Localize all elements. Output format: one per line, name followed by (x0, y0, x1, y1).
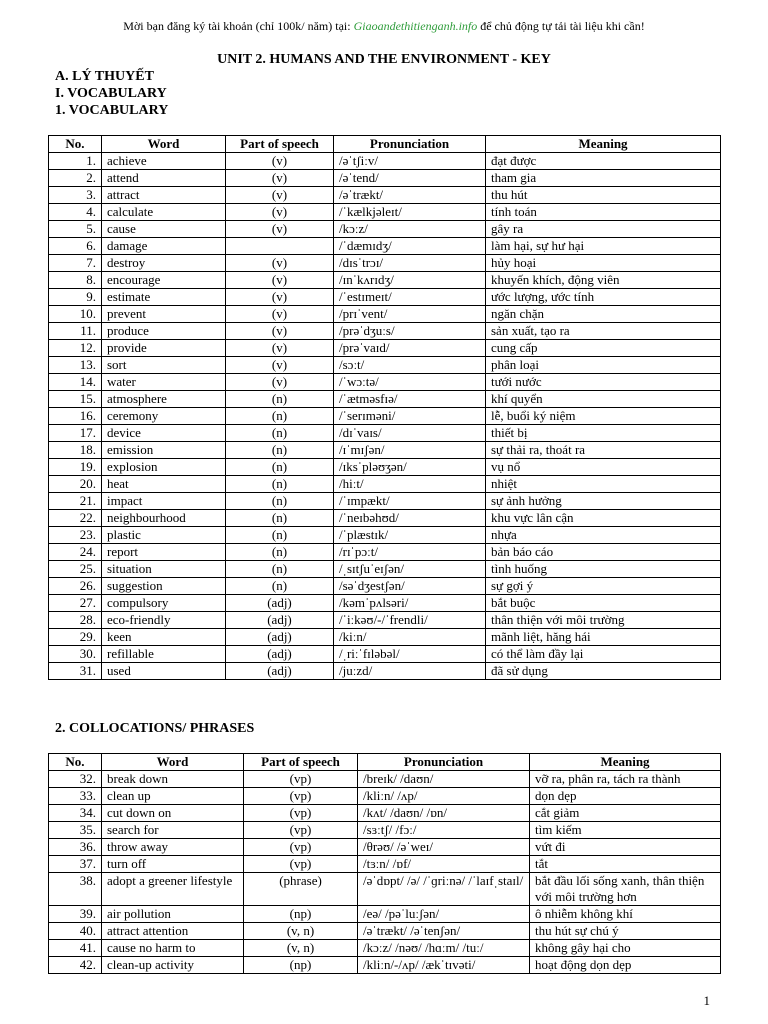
cell-pronunciation: /ˈneɪbəhʊd/ (334, 510, 486, 527)
cell-meaning: lễ, buổi ký niệm (486, 408, 721, 425)
cell-meaning: đã sử dụng (486, 663, 721, 680)
cell-word: impact (102, 493, 226, 510)
vocabulary-table (48, 135, 721, 680)
cell-word: suggestion (102, 578, 226, 595)
cell-part-of-speech: (v) (226, 374, 334, 391)
promo-banner (0, 18, 768, 34)
cell-no: 41. (49, 940, 102, 957)
cell-meaning: tìm kiếm (530, 822, 721, 839)
cell-meaning: đạt được (486, 153, 721, 170)
cell-no: 6. (49, 238, 102, 255)
cell-meaning: tính toán (486, 204, 721, 221)
cell-part-of-speech: (n) (226, 442, 334, 459)
cell-pronunciation: /kliːn/-/ʌp/ /ækˈtɪvəti/ (358, 957, 530, 974)
cell-word: turn off (102, 856, 244, 873)
cell-no: 32. (49, 771, 102, 788)
cell-meaning: vứt đi (530, 839, 721, 856)
cell-word: refillable (102, 646, 226, 663)
table-row (49, 408, 721, 425)
cell-pronunciation: /rɪˈpɔːt/ (334, 544, 486, 561)
cell-no: 7. (49, 255, 102, 272)
col-header-meaning: Meaning (486, 136, 721, 153)
cell-pronunciation: /kəmˈpʌlsəri/ (334, 595, 486, 612)
cell-pronunciation: /prɪˈvent/ (334, 306, 486, 323)
cell-no: 31. (49, 663, 102, 680)
cell-word: report (102, 544, 226, 561)
cell-meaning: không gây hại cho (530, 940, 721, 957)
cell-pronunciation: /ˈiːkəʊ/-/ˈfrendli/ (334, 612, 486, 629)
cell-pronunciation: /əˈtʃiːv/ (334, 153, 486, 170)
cell-no: 24. (49, 544, 102, 561)
table-row (49, 391, 721, 408)
cell-meaning: sự thải ra, thoát ra (486, 442, 721, 459)
cell-part-of-speech: (adj) (226, 612, 334, 629)
cell-meaning: tưới nước (486, 374, 721, 391)
cell-no: 13. (49, 357, 102, 374)
cell-pronunciation: /ˈɪmpækt/ (334, 493, 486, 510)
cell-part-of-speech: (v) (226, 187, 334, 204)
table-row (49, 306, 721, 323)
cell-pronunciation: /əˈtrækt/ /əˈtenʃən/ (358, 923, 530, 940)
cell-no: 14. (49, 374, 102, 391)
cell-no: 22. (49, 510, 102, 527)
cell-pronunciation: /ˌsɪtʃuˈeɪʃən/ (334, 561, 486, 578)
cell-no: 37. (49, 856, 102, 873)
cell-part-of-speech: (n) (226, 561, 334, 578)
table-row (49, 238, 721, 255)
cell-part-of-speech: (v) (226, 340, 334, 357)
table-row (49, 476, 721, 493)
cell-no: 15. (49, 391, 102, 408)
cell-word: eco-friendly (102, 612, 226, 629)
cell-word: explosion (102, 459, 226, 476)
col-header-no: No. (49, 136, 102, 153)
cell-meaning: gây ra (486, 221, 721, 238)
cell-word: clean-up activity (102, 957, 244, 974)
table-row (49, 771, 721, 788)
cell-pronunciation: /θrəʊ/ /əˈweɪ/ (358, 839, 530, 856)
table-row (49, 856, 721, 873)
cell-no: 17. (49, 425, 102, 442)
cell-word: compulsory (102, 595, 226, 612)
cell-part-of-speech: (vp) (244, 771, 358, 788)
table-row (49, 839, 721, 856)
cell-no: 33. (49, 788, 102, 805)
cell-no: 2. (49, 170, 102, 187)
cell-no: 4. (49, 204, 102, 221)
cell-part-of-speech: (v) (226, 170, 334, 187)
cell-meaning: hoạt động dọn dẹp (530, 957, 721, 974)
table-row (49, 923, 721, 940)
cell-no: 27. (49, 595, 102, 612)
cell-no: 3. (49, 187, 102, 204)
cell-meaning: tình huống (486, 561, 721, 578)
cell-pronunciation: /eə/ /pəˈluːʃən/ (358, 906, 530, 923)
cell-meaning: sự gợi ý (486, 578, 721, 595)
cell-word: cause (102, 221, 226, 238)
cell-word: heat (102, 476, 226, 493)
cell-no: 5. (49, 221, 102, 238)
cell-meaning: hủy hoại (486, 255, 721, 272)
cell-part-of-speech: (n) (226, 391, 334, 408)
cell-part-of-speech: (v) (226, 255, 334, 272)
cell-word: attract attention (102, 923, 244, 940)
col-header-part-of-speech: Part of speech (226, 136, 334, 153)
cell-part-of-speech: (adj) (226, 595, 334, 612)
cell-part-of-speech: (n) (226, 578, 334, 595)
cell-meaning: thiết bị (486, 425, 721, 442)
table-row (49, 805, 721, 822)
cell-part-of-speech: (adj) (226, 646, 334, 663)
cell-part-of-speech: (v, n) (244, 940, 358, 957)
cell-meaning: khuyến khích, động viên (486, 272, 721, 289)
cell-word: atmosphere (102, 391, 226, 408)
cell-word: adopt a greener lifestyle (102, 873, 244, 906)
table-row (49, 578, 721, 595)
cell-pronunciation: /ˈkælkjəleɪt/ (334, 204, 486, 221)
cell-word: search for (102, 822, 244, 839)
cell-meaning: ước lượng, ước tính (486, 289, 721, 306)
cell-pronunciation: /dɪsˈtrɔɪ/ (334, 255, 486, 272)
collocations-header-row (49, 754, 721, 771)
cell-word: destroy (102, 255, 226, 272)
heading-vocabulary-list: 1. VOCABULARY (55, 103, 169, 118)
cell-pronunciation: /səˈdʒestʃən/ (334, 578, 486, 595)
cell-meaning: thu hút (486, 187, 721, 204)
vocabulary-header-row (49, 136, 721, 153)
table-row (49, 204, 721, 221)
cell-meaning: ô nhiễm không khí (530, 906, 721, 923)
cell-word: cause no harm to (102, 940, 244, 957)
table-row (49, 493, 721, 510)
table-row (49, 459, 721, 476)
cell-pronunciation: /breɪk/ /daʊn/ (358, 771, 530, 788)
cell-meaning: dọn dẹp (530, 788, 721, 805)
cell-part-of-speech: (n) (226, 510, 334, 527)
cell-word: water (102, 374, 226, 391)
cell-part-of-speech: (v, n) (244, 923, 358, 940)
cell-pronunciation: /prəˈdʒuːs/ (334, 323, 486, 340)
cell-no: 21. (49, 493, 102, 510)
cell-pronunciation: /sɔːt/ (334, 357, 486, 374)
cell-no: 39. (49, 906, 102, 923)
cell-word: attract (102, 187, 226, 204)
cell-word: cut down on (102, 805, 244, 822)
cell-pronunciation: /dɪˈvaɪs/ (334, 425, 486, 442)
cell-word: break down (102, 771, 244, 788)
cell-no: 18. (49, 442, 102, 459)
table-row (49, 940, 721, 957)
cell-pronunciation: /ˈwɔːtə/ (334, 374, 486, 391)
table-row (49, 187, 721, 204)
collocations-table (48, 753, 721, 974)
cell-part-of-speech: (v) (226, 153, 334, 170)
cell-pronunciation: /əˈtend/ (334, 170, 486, 187)
cell-no: 38. (49, 873, 102, 906)
cell-part-of-speech: (n) (226, 425, 334, 442)
cell-meaning: ngăn chặn (486, 306, 721, 323)
table-row (49, 629, 721, 646)
table-row (49, 510, 721, 527)
collocations-table-body (49, 771, 721, 974)
heading-collocations: 2. COLLOCATIONS/ PHRASES (55, 721, 255, 736)
table-row (49, 612, 721, 629)
table-row (49, 595, 721, 612)
cell-meaning: mãnh liệt, hăng hái (486, 629, 721, 646)
table-row (49, 957, 721, 974)
cell-pronunciation: /tɜːn/ /ɒf/ (358, 856, 530, 873)
cell-part-of-speech: (n) (226, 527, 334, 544)
cell-meaning: làm hại, sự hư hại (486, 238, 721, 255)
table-row (49, 663, 721, 680)
cell-pronunciation: /ɪˈmɪʃən/ (334, 442, 486, 459)
cell-pronunciation: /sɜːtʃ/ /fɔː/ (358, 822, 530, 839)
cell-no: 36. (49, 839, 102, 856)
cell-word: keen (102, 629, 226, 646)
table-row (49, 170, 721, 187)
cell-pronunciation: /əˈdɒpt/ /ə/ /ˈɡriːnə/ /ˈlaɪfˌstaɪl/ (358, 873, 530, 906)
page-number: 1 (703, 993, 710, 1008)
col-header-pronunciation: Pronunciation (358, 754, 530, 771)
cell-part-of-speech: (phrase) (244, 873, 358, 906)
cell-pronunciation: /kɔːz/ /nəʊ/ /hɑːm/ /tuː/ (358, 940, 530, 957)
table-row (49, 561, 721, 578)
cell-part-of-speech: (n) (226, 408, 334, 425)
cell-no: 8. (49, 272, 102, 289)
cell-no: 20. (49, 476, 102, 493)
cell-meaning: nhiệt (486, 476, 721, 493)
col-header-word: Word (102, 754, 244, 771)
cell-word: device (102, 425, 226, 442)
cell-word: clean up (102, 788, 244, 805)
cell-pronunciation: /ˈestɪmeɪt/ (334, 289, 486, 306)
table-row (49, 822, 721, 839)
cell-meaning: sự ảnh hưởng (486, 493, 721, 510)
cell-word: plastic (102, 527, 226, 544)
table-row (49, 425, 721, 442)
banner-text-before: Mời bạn đăng ký tài khoản (chỉ 100k/ năm) tại: (123, 19, 354, 33)
cell-part-of-speech: (vp) (244, 805, 358, 822)
cell-meaning: cung cấp (486, 340, 721, 357)
cell-word: used (102, 663, 226, 680)
page-title: UNIT 2. HUMANS AND THE ENVIRONMENT - KEY (217, 52, 551, 67)
cell-part-of-speech: (adj) (226, 629, 334, 646)
cell-meaning: thu hút sự chú ý (530, 923, 721, 940)
cell-part-of-speech: (v) (226, 272, 334, 289)
cell-pronunciation: /əˈtrækt/ (334, 187, 486, 204)
cell-pronunciation: /ˈdæmɪdʒ/ (334, 238, 486, 255)
table-row (49, 374, 721, 391)
cell-pronunciation: /juːzd/ (334, 663, 486, 680)
cell-pronunciation: /kliːn/ /ʌp/ (358, 788, 530, 805)
cell-word: sort (102, 357, 226, 374)
col-header-part-of-speech: Part of speech (244, 754, 358, 771)
cell-word: provide (102, 340, 226, 357)
cell-no: 28. (49, 612, 102, 629)
cell-pronunciation: /ˈserɪməni/ (334, 408, 486, 425)
cell-no: 9. (49, 289, 102, 306)
cell-meaning: nhựa (486, 527, 721, 544)
col-header-pronunciation: Pronunciation (334, 136, 486, 153)
cell-pronunciation: /ɪksˈpləʊʒən/ (334, 459, 486, 476)
cell-no: 19. (49, 459, 102, 476)
cell-meaning: bản báo cáo (486, 544, 721, 561)
cell-part-of-speech: (np) (244, 957, 358, 974)
cell-word: produce (102, 323, 226, 340)
cell-no: 11. (49, 323, 102, 340)
cell-pronunciation: /ˈplæstɪk/ (334, 527, 486, 544)
table-row (49, 323, 721, 340)
cell-no: 35. (49, 822, 102, 839)
col-header-word: Word (102, 136, 226, 153)
cell-no: 10. (49, 306, 102, 323)
cell-meaning: vụ nổ (486, 459, 721, 476)
col-header-meaning: Meaning (530, 754, 721, 771)
table-row (49, 527, 721, 544)
cell-no: 16. (49, 408, 102, 425)
cell-no: 30. (49, 646, 102, 663)
cell-word: emission (102, 442, 226, 459)
table-row (49, 221, 721, 238)
cell-part-of-speech: (vp) (244, 822, 358, 839)
cell-meaning: bắt buộc (486, 595, 721, 612)
cell-part-of-speech: (n) (226, 544, 334, 561)
cell-word: achieve (102, 153, 226, 170)
cell-part-of-speech: (vp) (244, 856, 358, 873)
cell-part-of-speech: (n) (226, 493, 334, 510)
cell-pronunciation: /kʌt/ /daʊn/ /ɒn/ (358, 805, 530, 822)
col-header-no: No. (49, 754, 102, 771)
cell-part-of-speech: (np) (244, 906, 358, 923)
cell-part-of-speech: (v) (226, 289, 334, 306)
cell-part-of-speech: (n) (226, 459, 334, 476)
cell-no: 40. (49, 923, 102, 940)
cell-meaning: khí quyển (486, 391, 721, 408)
cell-part-of-speech: (v) (226, 221, 334, 238)
cell-word: estimate (102, 289, 226, 306)
cell-no: 25. (49, 561, 102, 578)
cell-no: 26. (49, 578, 102, 595)
cell-meaning: tham gia (486, 170, 721, 187)
cell-pronunciation: /kiːn/ (334, 629, 486, 646)
cell-pronunciation: /ˌriːˈfɪləbəl/ (334, 646, 486, 663)
banner-site-link[interactable]: Giaoandethitienganh.info (353, 19, 478, 33)
cell-part-of-speech: (vp) (244, 839, 358, 856)
cell-word: ceremony (102, 408, 226, 425)
cell-word: neighbourhood (102, 510, 226, 527)
table-row (49, 153, 721, 170)
heading-theory: A. LÝ THUYẾT (55, 69, 154, 84)
cell-meaning: khu vực lân cận (486, 510, 721, 527)
table-row (49, 906, 721, 923)
table-row (49, 289, 721, 306)
banner-text-after: để chủ động tự tải tài liệu khi cần! (477, 19, 645, 33)
cell-meaning: phân loại (486, 357, 721, 374)
cell-part-of-speech: (n) (226, 476, 334, 493)
cell-word: encourage (102, 272, 226, 289)
cell-meaning: có thể làm đầy lại (486, 646, 721, 663)
cell-pronunciation: /ˈætməsfɪə/ (334, 391, 486, 408)
cell-meaning: sản xuất, tạo ra (486, 323, 721, 340)
cell-word: damage (102, 238, 226, 255)
cell-word: air pollution (102, 906, 244, 923)
cell-no: 42. (49, 957, 102, 974)
cell-meaning: vỡ ra, phân ra, tách ra thành (530, 771, 721, 788)
vocabulary-table-body (49, 153, 721, 680)
cell-part-of-speech: (v) (226, 306, 334, 323)
cell-part-of-speech: (vp) (244, 788, 358, 805)
table-row (49, 544, 721, 561)
cell-pronunciation: /prəˈvaɪd/ (334, 340, 486, 357)
cell-meaning: tắt (530, 856, 721, 873)
cell-part-of-speech: (v) (226, 357, 334, 374)
cell-no: 34. (49, 805, 102, 822)
cell-word: calculate (102, 204, 226, 221)
heading-vocabulary: I. VOCABULARY (55, 86, 167, 101)
cell-word: attend (102, 170, 226, 187)
cell-part-of-speech: (v) (226, 204, 334, 221)
cell-part-of-speech: (v) (226, 323, 334, 340)
cell-word: prevent (102, 306, 226, 323)
table-row (49, 442, 721, 459)
table-row (49, 788, 721, 805)
table-row (49, 873, 721, 906)
cell-pronunciation: /kɔːz/ (334, 221, 486, 238)
cell-word: throw away (102, 839, 244, 856)
cell-meaning: cắt giảm (530, 805, 721, 822)
table-row (49, 646, 721, 663)
cell-word: situation (102, 561, 226, 578)
table-row (49, 255, 721, 272)
cell-no: 23. (49, 527, 102, 544)
cell-meaning: thân thiện với môi trường (486, 612, 721, 629)
cell-pronunciation: /hiːt/ (334, 476, 486, 493)
cell-no: 29. (49, 629, 102, 646)
cell-part-of-speech (226, 238, 334, 255)
table-row (49, 340, 721, 357)
table-row (49, 357, 721, 374)
cell-no: 12. (49, 340, 102, 357)
table-row (49, 272, 721, 289)
cell-pronunciation: /ɪnˈkʌrɪdʒ/ (334, 272, 486, 289)
cell-no: 1. (49, 153, 102, 170)
cell-part-of-speech: (adj) (226, 663, 334, 680)
cell-meaning: bắt đầu lối sống xanh, thân thiện với môi trường hơn (530, 873, 721, 906)
